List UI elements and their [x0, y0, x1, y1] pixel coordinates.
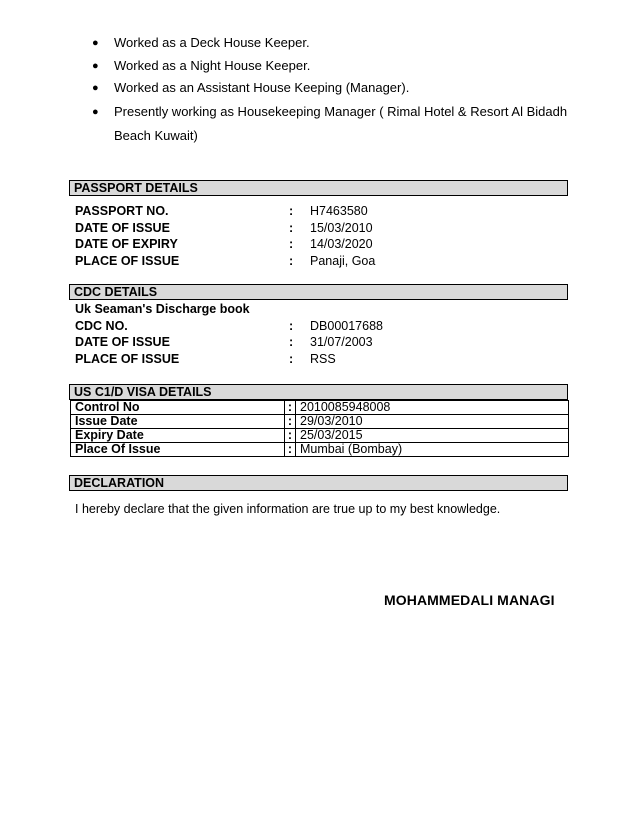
row-colon: :: [285, 401, 296, 415]
bullet-text: Presently working as Housekeeping Manager ( Rimal Hotel & Resort Al Bidadh Beach Kuwait): [114, 103, 568, 143]
bullet-text: Worked as an Assistant House Keeping (Manager).: [114, 80, 410, 95]
row-label: Control No: [71, 401, 285, 415]
passport-row: [75, 204, 565, 221]
table-row: [71, 429, 569, 443]
experience-list: [88, 32, 568, 148]
list-item: [88, 32, 568, 55]
table-row: [71, 415, 569, 429]
row-label: DATE OF EXPIRY: [75, 237, 178, 251]
list-item: [88, 100, 568, 148]
row-label: DATE OF ISSUE: [75, 335, 170, 349]
list-item: [88, 77, 568, 100]
row-label: PLACE OF ISSUE: [75, 254, 180, 268]
cdc-row: [75, 352, 565, 369]
row-colon: :: [289, 319, 294, 333]
bullet-icon: ●: [92, 82, 99, 94]
bullet-text: Worked as a Night House Keeper.: [114, 57, 311, 73]
visa-table: [70, 400, 569, 457]
passport-row: [75, 254, 565, 271]
row-colon: :: [285, 415, 296, 429]
row-colon: :: [289, 254, 294, 268]
cdc-section-header: CDC DETAILS: [69, 284, 568, 300]
row-label: Issue Date: [71, 415, 285, 429]
passport-section-header: PASSPORT DETAILS: [69, 180, 568, 196]
bullet-icon: ●: [92, 37, 99, 49]
visa-section-header: US C1/D VISA DETAILS: [69, 384, 568, 400]
row-value: Mumbai (Bombay): [296, 443, 569, 457]
table-row: [71, 443, 569, 457]
passport-row: [75, 221, 565, 238]
declaration-text: I hereby declare that the given information are true up to my best knowledge.: [75, 502, 501, 516]
row-label: PLACE OF ISSUE: [75, 352, 180, 366]
row-colon: :: [289, 221, 294, 235]
row-value: 29/03/2010: [296, 415, 569, 429]
list-item: [88, 55, 568, 78]
table-row: [71, 401, 569, 415]
passport-row: [75, 237, 565, 254]
cdc-row: [75, 319, 565, 336]
row-colon: :: [285, 443, 296, 457]
row-colon: :: [289, 352, 294, 366]
row-label: PASSPORT NO.: [75, 204, 169, 218]
row-value: 14/03/2020: [310, 237, 373, 251]
cdc-row: [75, 335, 565, 352]
signature-name: MOHAMMEDALI MANAGI: [384, 592, 555, 608]
row-value: 25/03/2015: [296, 429, 569, 443]
row-value: 31/07/2003: [310, 335, 373, 349]
declaration-section-header: DECLARATION: [69, 475, 568, 491]
bullet-icon: ●: [92, 59, 99, 72]
row-colon: :: [285, 429, 296, 443]
row-value: H7463580: [310, 204, 368, 218]
row-value: 15/03/2010: [310, 221, 373, 235]
bullet-text: Worked as a Deck House Keeper.: [114, 35, 310, 50]
row-label: Place Of Issue: [71, 443, 285, 457]
row-value: RSS: [310, 352, 336, 366]
row-label: DATE OF ISSUE: [75, 221, 170, 235]
row-value: DB00017688: [310, 319, 383, 333]
cdc-subtitle: Uk Seaman's Discharge book: [75, 302, 250, 316]
row-colon: :: [289, 237, 294, 251]
row-label: Expiry Date: [71, 429, 285, 443]
bullet-icon: ●: [92, 105, 99, 118]
row-colon: :: [289, 335, 294, 349]
row-label: CDC NO.: [75, 319, 128, 333]
row-colon: :: [289, 204, 294, 218]
row-value: 2010085948008: [296, 401, 569, 415]
row-value: Panaji, Goa: [310, 254, 376, 268]
